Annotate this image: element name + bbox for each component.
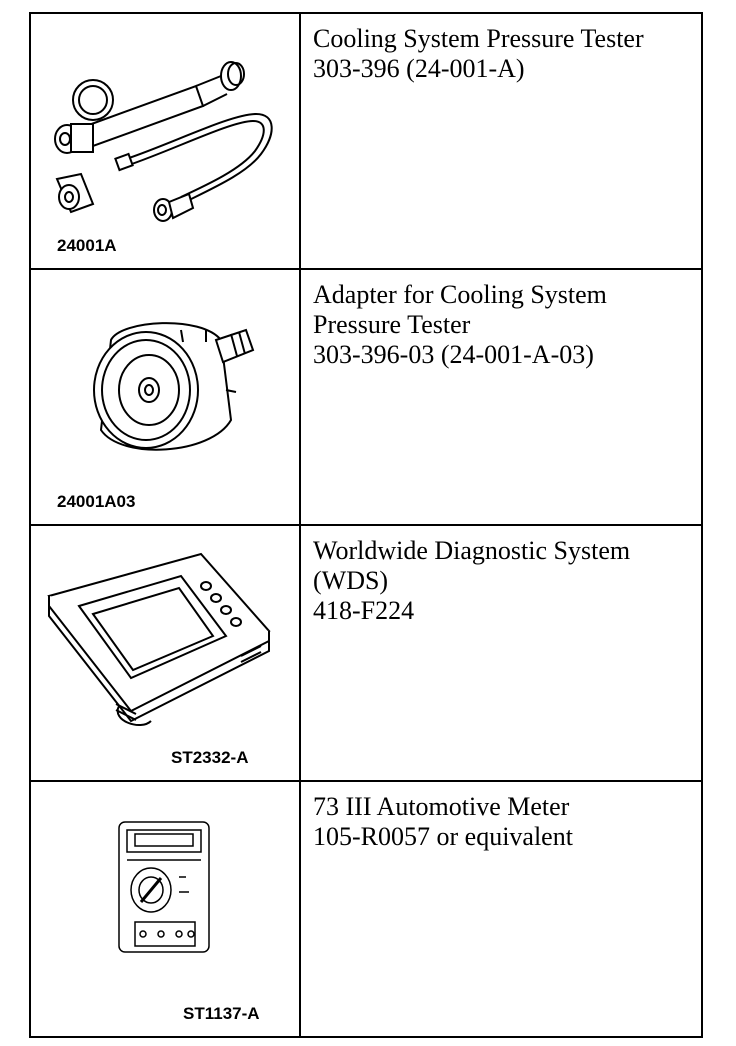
pressure-tester-icon [31, 14, 299, 270]
figure-code: 24001A03 [57, 492, 136, 511]
special-tools-table [29, 12, 703, 1038]
tool-figure-cell [30, 269, 300, 525]
figure-code: ST1137-A [183, 1004, 260, 1023]
adapter-icon [31, 270, 299, 526]
tool-figure-cell [30, 781, 300, 1037]
tool-name: Cooling System Pressure Tester [313, 24, 644, 53]
tool-row [30, 781, 702, 1037]
tool-name-cont: (WDS) [313, 566, 389, 595]
tool-name: Adapter for Cooling System [313, 280, 607, 309]
tool-description-cell [300, 781, 702, 1037]
tool-description-cell [300, 269, 702, 525]
tool-number: 303-396-03 (24-001-A-03) [313, 340, 594, 369]
tool-figure-cell [30, 13, 300, 269]
multimeter-icon [31, 782, 299, 1038]
tool-row [30, 525, 702, 781]
diagnostic-system-icon [31, 526, 299, 782]
tool-description-cell [300, 525, 702, 781]
figure-code: 24001A [57, 236, 117, 255]
tool-name-cont: Pressure Tester [313, 310, 471, 339]
tool-description-cell [300, 13, 702, 269]
tool-figure-cell [30, 525, 300, 781]
tool-name: Worldwide Diagnostic System [313, 536, 631, 565]
tool-row [30, 269, 702, 525]
tool-name: 73 III Automotive Meter [313, 792, 570, 821]
tool-number: 303-396 (24-001-A) [313, 54, 525, 83]
tool-number: 105-R0057 or equivalent [313, 822, 573, 851]
figure-code: ST2332-A [171, 748, 249, 767]
tool-number: 418-F224 [313, 596, 415, 625]
tool-row [30, 13, 702, 269]
